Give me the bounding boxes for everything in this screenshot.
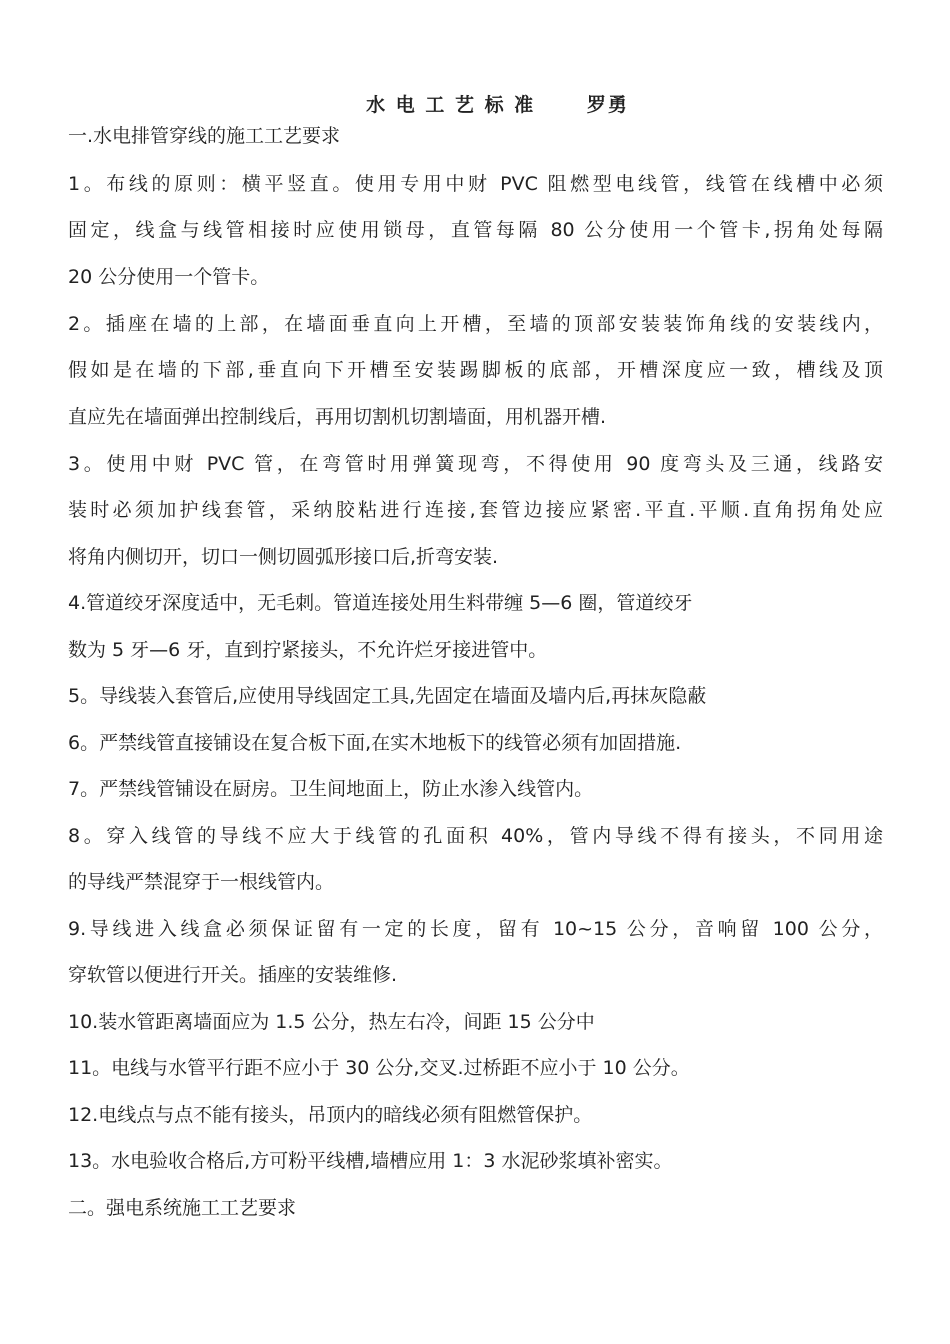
text-line: 假如是在墙的下部,垂直向下开槽至安装踢脚板的底部，开槽深度应一致，槽线及顶 — [68, 359, 883, 381]
text-line: 穿软管以便进行开关。插座的安装维修. — [68, 964, 398, 986]
text-line: 12.电线点与点不能有接头，吊顶内的暗线必须有阻燃管保护。 — [68, 1104, 593, 1126]
text-line: 3。使用中财 PVC 管，在弯管时用弹簧现弯，不得使用 90 度弯头及三通，线路安 — [68, 453, 883, 475]
text-line: 直应先在墙面弹出控制线后，再用切割机切割墙面，用机器开槽. — [68, 406, 607, 428]
text-line: 1。布线的原则：横平竖直。使用专用中财 PVC 阻燃型电线管，线管在线槽中必须 — [68, 173, 883, 195]
section-heading: 二。强电系统施工工艺要求 — [68, 1197, 297, 1219]
text-line: 7。严禁线管铺设在厨房。卫生间地面上，防止水渗入线管内。 — [68, 778, 594, 800]
text-line: 8。穿入线管的导线不应大于线管的孔面积 40%，管内导线不得有接头，不同用途 — [68, 825, 883, 847]
text-line: 5。导线装入套管后,应使用导线固定工具,先固定在墙面及墙内后,再抹灰隐蔽 — [68, 685, 707, 707]
text-line: 固定，线盒与线管相接时应使用锁母，直管每隔 80 公分使用一个管卡,拐角处每隔 — [68, 219, 883, 241]
text-line: 2。插座在墙的上部，在墙面垂直向上开槽，至墙的顶部安装装饰角线的安装线内， — [68, 313, 883, 335]
text-line: 11。电线与水管平行距不应小于 30 公分,交叉.过桥距不应小于 10 公分。 — [68, 1057, 690, 1079]
text-line: 10.装水管距离墙面应为 1.5 公分，热左右冷，间距 15 公分中 — [68, 1011, 595, 1033]
text-line: 4.管道绞牙深度适中，无毛刺。管道连接处用生料带缠 5—6 圈，管道绞牙 — [68, 592, 693, 614]
text-line: 20 公分使用一个管卡。 — [68, 266, 270, 288]
section-heading: 一.水电排管穿线的施工工艺要求 — [68, 125, 341, 147]
text-line: 6。严禁线管直接铺设在复合板下面,在实木地板下的线管必须有加固措施. — [68, 732, 682, 754]
text-line: 装时必须加护线套管，采纳胶粘进行连接,套管边接应紧密.平直.平顺.直角拐角处应 — [68, 499, 883, 521]
text-line: 13。水电验收合格后,方可粉平线槽,墙槽应用 1：3 水泥砂浆填补密实。 — [68, 1150, 673, 1172]
text-line: 将角内侧切开，切口一侧切圆弧形接口后,折弯安装. — [68, 546, 499, 568]
text-line: 9.导线进入线盒必须保证留有一定的长度，留有 10~15 公分，音响留 100 公分， — [68, 918, 883, 940]
text-line: 数为 5 牙—6 牙，直到拧紧接头，不允许烂牙接进管中。 — [68, 639, 548, 661]
document-title: 水 电 工 艺 标 准 罗勇 — [366, 94, 629, 116]
text-line: 的导线严禁混穿于一根线管内。 — [68, 871, 335, 893]
